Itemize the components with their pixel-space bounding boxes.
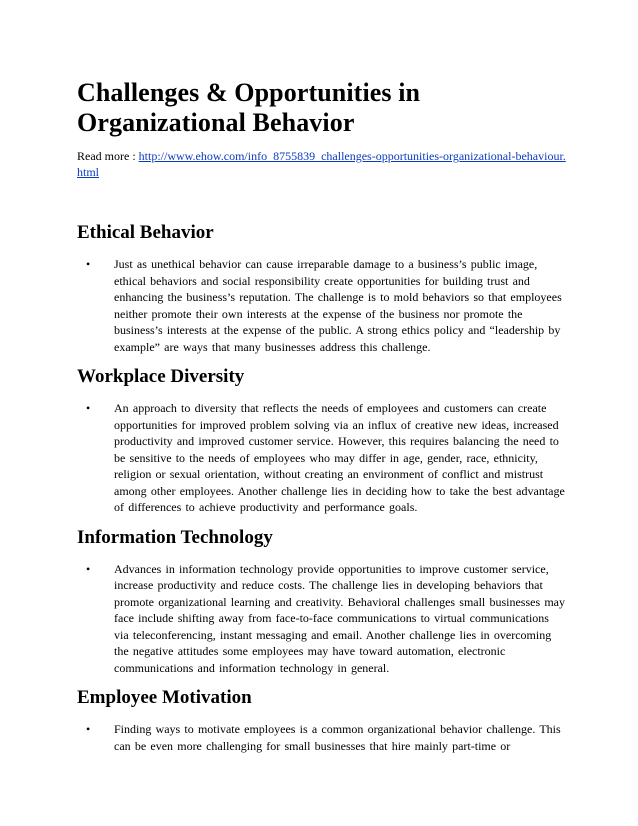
document-title <box>77 78 567 138</box>
bullet-icon: • <box>86 401 91 415</box>
section-heading: Employee Motivation <box>77 687 252 708</box>
read-more-line <box>77 148 567 180</box>
title-line-1: Challenges & Opportunities in <box>77 78 421 107</box>
section-heading: Ethical Behavior <box>77 222 214 243</box>
bullet-icon: • <box>86 722 91 736</box>
list-item <box>77 561 567 677</box>
section-employee-motivation <box>77 687 567 754</box>
section-heading: Workplace Diversity <box>77 366 245 387</box>
section-heading: Information Technology <box>77 526 273 548</box>
read-more-label: Read more : <box>77 149 139 163</box>
read-more-link[interactable]: http://www.ehow.com/info_8755839_challenges-opportunities-organizational-behaviour.html <box>77 149 566 179</box>
bullet-text: An approach to diversity that reflects the needs of employees and customers can create opportunities for improved problem solving via an influx of creative new ideas, increased productivity and improved customer service. However, this requires balancing the need to be sensitive to the needs of employees who may differ in age, gender, race, ethnicity, religion or sexual orientation, without creating an environment of conflict and mistrust among other employees. Another challenge lies in deciding how to take the best advantage of differences to achieve productivity and performance goals. <box>114 401 565 514</box>
bullet-list <box>77 561 567 677</box>
bullet-list <box>77 400 567 516</box>
document-page <box>77 78 567 754</box>
list-item <box>77 721 567 754</box>
list-item <box>77 400 567 516</box>
bullet-icon: • <box>86 561 91 576</box>
bullet-list <box>77 721 567 754</box>
bullet-list <box>77 256 567 355</box>
bullet-icon: • <box>86 257 91 271</box>
title-line-2: Organizational Behavior <box>77 108 355 137</box>
list-item <box>77 256 567 355</box>
bullet-text: Finding ways to motivate employees is a common organizational behavior challenge. This can be even more challenging for small businesses that hire mainly part-time or <box>114 722 561 753</box>
bullet-text: Advances in information technology provide opportunities to improve customer service, increase productivity and reduce costs. The challenge lies in developing behaviors that promote organizational learning and creativity. Behavioral challenges small businesses may face include shifting away from face-to-face communications to virtual communications via teleconferencing, instant messaging and email. Another challenge lies in overcoming the negative attitudes some employees may have toward automation, electronic communications and information technology in general. <box>114 561 565 675</box>
section-ethical-behavior <box>77 222 567 355</box>
bullet-text: Just as unethical behavior can cause irreparable damage to a business’s public image, ethical behaviors and social responsibility create opportunities for building trust and enhancing the business’s reputation. The challenge is to mold behaviors so that employees neither promote their own interests at the expense of the business nor promote the business’s interests at the expense of the public. A strong ethics policy and “leadership by example” are ways that many businesses address this challenge. <box>114 257 562 354</box>
section-information-technology <box>77 527 567 677</box>
section-workplace-diversity <box>77 366 567 516</box>
